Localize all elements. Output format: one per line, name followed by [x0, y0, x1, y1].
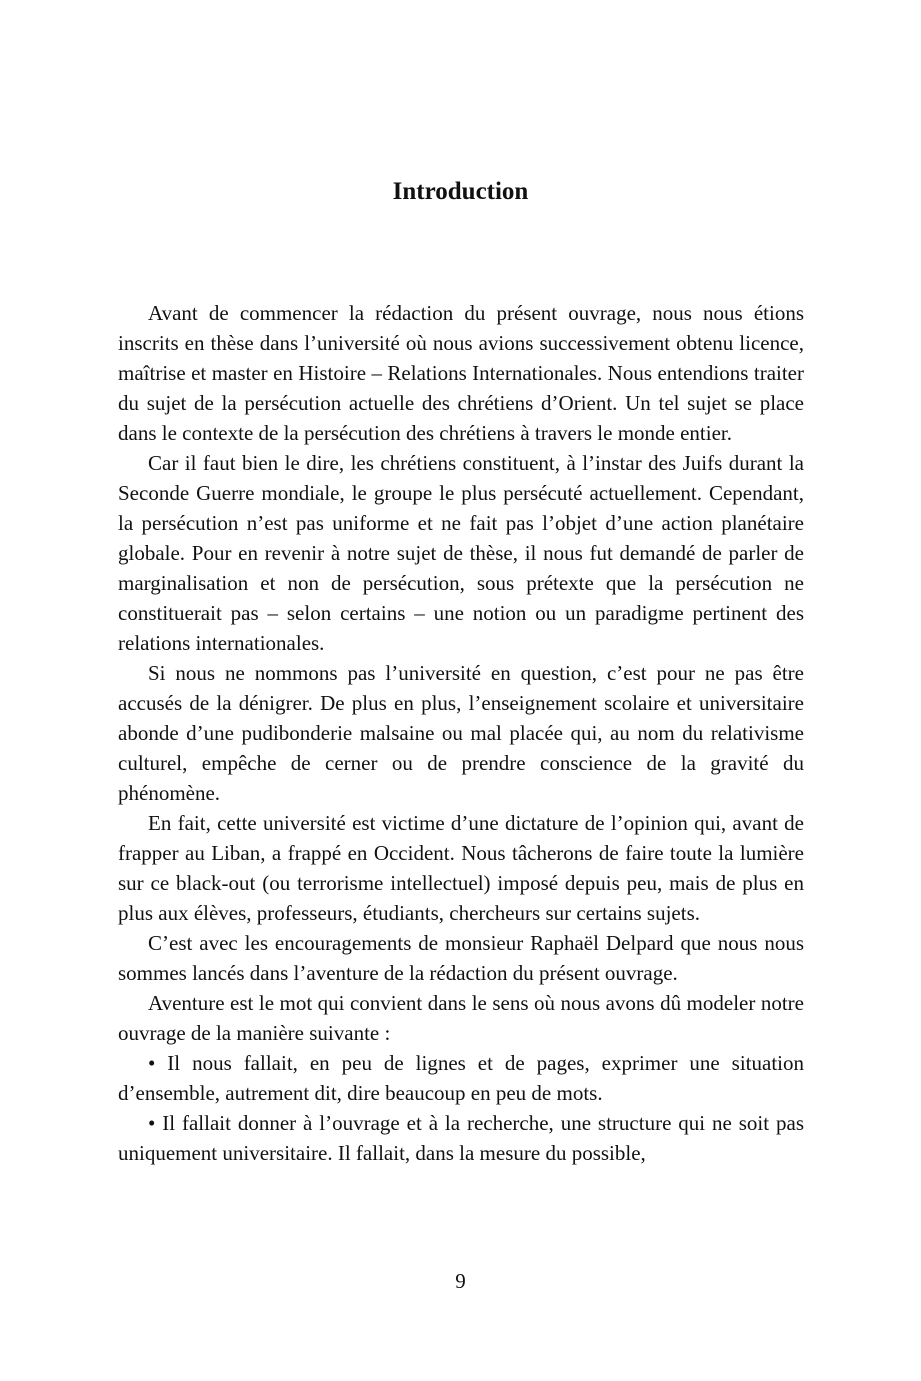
paragraph-1: Avant de commencer la rédaction du présent ouvrage, nous nous étions inscrits en thèse dans l’université où nous avions successivement obtenu licence, maîtrise et master en Histoire – Relations Internationales. Nous entendions traiter du sujet de la persécution actuelle des chrétiens d’Orient. Un tel sujet se place dans le contexte de la persécution des chrétiens à travers le monde entier. — [118, 301, 804, 445]
bullet-paragraph-2: • Il fallait donner à l’ouvrage et à la recherche, une structure qui ne soit pas uniquement universitaire. Il fallait, dans la mesure du possible, — [118, 1111, 804, 1165]
paragraph-5: C’est avec les encouragements de monsieur Raphaël Delpard que nous nous sommes lancés dans l’aventure de la rédaction du présent ouvrage. — [118, 931, 804, 985]
paragraph-6: Aventure est le mot qui convient dans le sens où nous avons dû modeler notre ouvrage de la manière suivante : — [118, 991, 804, 1045]
page-number: 9 — [455, 1269, 466, 1293]
body-text — [118, 298, 804, 1168]
bullet-paragraph-1: • Il nous fallait, en peu de lignes et de pages, exprimer une situation d’ensemble, autrement dit, dire beaucoup en peu de mots. — [118, 1051, 804, 1105]
paragraph-2: Car il faut bien le dire, les chrétiens constituent, à l’instar des Juifs durant la Seconde Guerre mondiale, le groupe le plus persécuté actuellement. Cependant, la persécution n’est pas uniforme et ne fait pas l’objet d’une action planétaire globale. Pour en revenir à notre sujet de thèse, il nous fut demandé de parler de marginalisation et non de persécution, sous prétexte que la persécution ne constituerait pas – selon certains – une notion ou un paradigme pertinent des relations internationales. — [118, 451, 804, 655]
paragraph-3: Si nous ne nommons pas l’université en question, c’est pour ne pas être accusés de la dénigrer. De plus en plus, l’enseignement scolaire et universitaire abonde d’une pudibonderie malsaine ou mal placée qui, au nom du relativisme culturel, empêche de cerner ou de prendre conscience de la gravité du phénomène. — [118, 661, 804, 805]
chapter-title: Introduction — [392, 178, 529, 205]
paragraph-4: En fait, cette université est victime d’une dictature de l’opinion qui, avant de frapper au Liban, a frappé en Occident. Nous tâcherons de faire toute la lumière sur ce black-out (ou terrorisme intellectuel) imposé depuis peu, mais de plus en plus aux élèves, professeurs, étudiants, chercheurs sur certains sujets. — [118, 811, 804, 925]
